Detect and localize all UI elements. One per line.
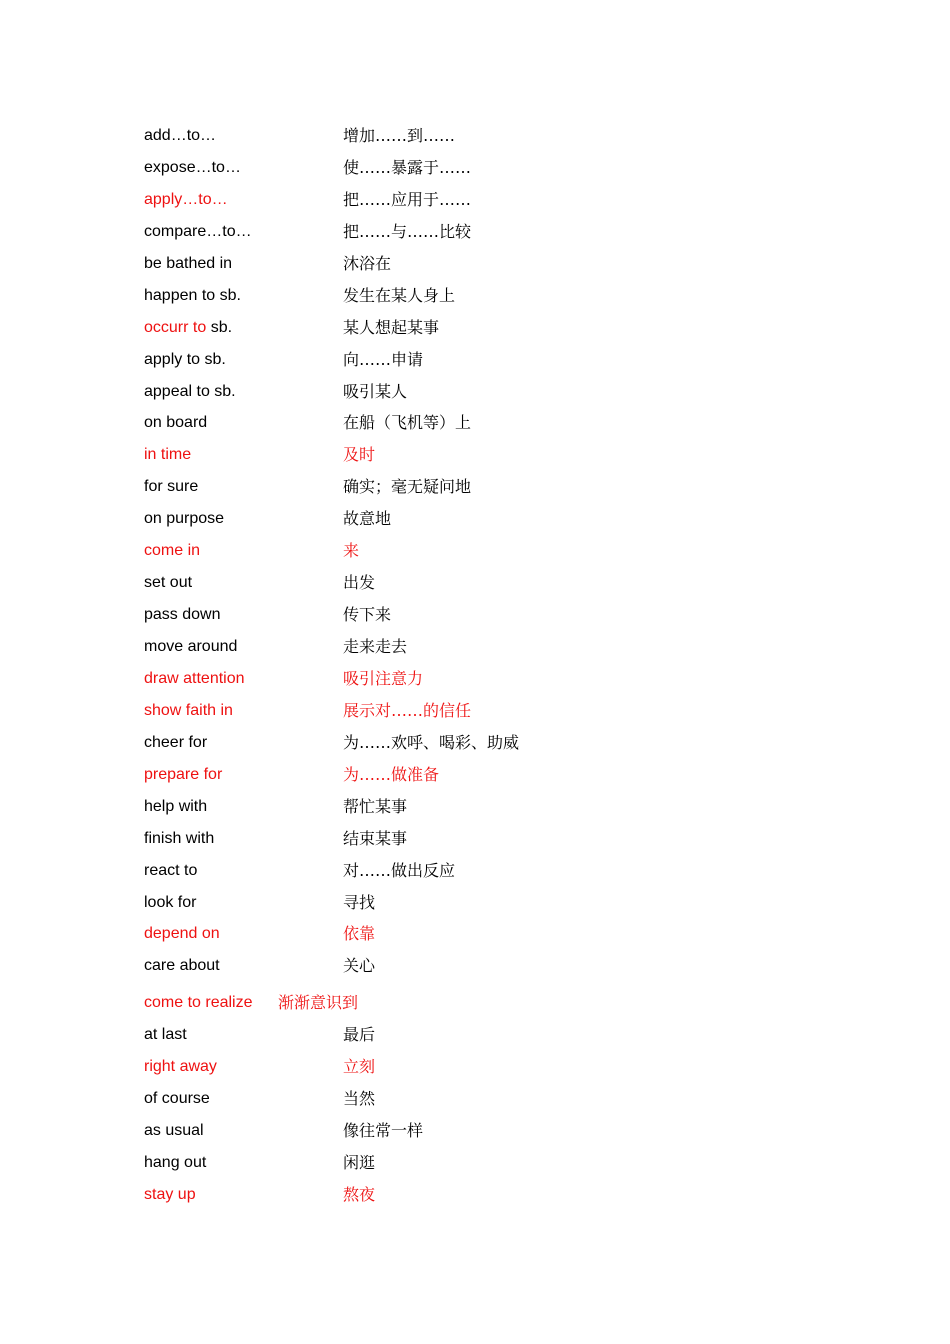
chinese-meaning: 增加……到…… [343,126,456,145]
phrase-row [144,344,844,376]
phrase-row [144,855,844,887]
english-phrase-part: care about [144,957,220,975]
chinese-meaning: 立刻 [343,1057,376,1077]
english-phrase-part: hang out [144,1154,207,1171]
chinese-meaning: 及时 [343,445,376,465]
phrase-row [144,823,844,855]
chinese-meaning: 展示对……的信任 [343,700,472,720]
phrase-row [144,1083,844,1115]
phrase-row [144,567,844,599]
english-phrase [144,184,228,216]
english-phrase [144,791,207,823]
english-phrase [144,663,245,695]
english-phrase [144,535,200,567]
english-phrase-part: move around [144,638,238,655]
english-phrase-part: finish with [144,829,215,847]
phrase-row [144,407,844,439]
phrase-row [144,120,844,152]
english-phrase [144,280,241,312]
english-phrase [144,407,207,439]
phrase-row [144,599,844,631]
english-phrase [144,887,196,919]
chinese-meaning: 闲逛 [343,1153,376,1172]
english-phrase-part: add…to… [144,127,217,144]
chinese-meaning: 出发 [343,573,376,593]
phrase-row [144,631,844,663]
english-phrase [144,1083,210,1115]
phrase-row [144,759,844,791]
phrase-row [144,503,844,535]
english-phrase-part: occurr to [144,318,207,336]
chinese-meaning: 依靠 [343,924,376,944]
english-phrase [144,631,237,663]
english-phrase-part: appeal to sb. [144,382,236,400]
english-phrase [144,918,220,950]
english-phrase [144,344,226,376]
english-phrase-part: as usual [144,1122,204,1140]
english-phrase-part: react to [144,861,198,879]
phrase-row [144,791,844,823]
english-phrase-part: compare…to… [144,222,252,240]
chinese-meaning: 最后 [343,1025,376,1045]
english-phrase [144,567,192,599]
phrase-row [144,987,844,1019]
english-phrase [144,312,232,344]
english-phrase [144,1115,204,1147]
english-phrase [144,759,222,791]
chinese-meaning: 把……应用于…… [343,189,472,209]
chinese-meaning: 发生在某人身上 [343,285,456,305]
chinese-meaning: 帮忙某事 [343,796,408,816]
chinese-meaning: 当然 [343,1089,376,1109]
english-phrase-part: set out [144,574,193,592]
english-phrase [144,216,252,248]
phrase-row [144,950,844,982]
english-phrase-part: depend on [144,925,220,943]
chinese-meaning: 为……欢呼、喝彩、助威 [343,732,520,752]
english-phrase [144,439,191,471]
phrase-row [144,216,844,248]
english-phrase-part: happen to sb. [144,286,241,304]
chinese-meaning: 吸引注意力 [343,668,424,688]
phrase-row [144,695,844,727]
english-phrase [144,1019,187,1051]
phrase-row [144,248,844,280]
english-phrase-part: cheer for [144,733,208,751]
english-phrase [144,950,220,982]
chinese-meaning: 故意地 [343,509,392,529]
english-phrase-part: come to realize [144,994,253,1012]
english-phrase [144,376,236,408]
english-phrase-part: show faith in [144,701,233,719]
english-phrase-part: prepare for [144,765,223,783]
english-phrase [144,248,232,280]
english-phrase-part: sb. [206,318,233,336]
english-phrase-part: in time [144,446,192,464]
phrase-row [144,471,844,503]
english-phrase [144,727,207,759]
chinese-meaning: 为……做准备 [343,764,440,784]
chinese-meaning: 某人想起某事 [343,317,440,337]
phrase-row [144,663,844,695]
english-phrase [144,823,214,855]
english-phrase-part: right away [144,1058,217,1076]
english-phrase-part: on board [144,414,208,432]
phrase-row [144,1019,844,1051]
phrase-row [144,152,844,184]
phrase-row [144,439,844,471]
chinese-meaning: 渐渐意识到 [278,993,359,1013]
chinese-meaning: 走来走去 [343,637,408,656]
phrase-row [144,1179,844,1211]
english-phrase-part: apply…to… [144,190,228,208]
phrase-row [144,280,844,312]
chinese-meaning: 寻找 [343,892,376,912]
phrase-row [144,312,844,344]
chinese-meaning: 像往常一样 [343,1121,424,1141]
phrase-row [144,1115,844,1147]
phrase-row [144,184,844,216]
chinese-meaning: 对……做出反应 [343,860,456,880]
chinese-meaning: 把……与……比较 [343,221,472,241]
english-phrase [144,695,233,727]
english-phrase-part: on purpose [144,510,225,528]
english-phrase [144,471,198,503]
phrase-row [144,1051,844,1083]
english-phrase [144,120,216,152]
phrase-list [144,120,844,1211]
english-phrase-part: draw attention [144,669,245,687]
phrase-row [144,376,844,408]
english-phrase-part: of course [144,1090,210,1108]
english-phrase-part: come in [144,542,201,560]
english-phrase [144,1051,217,1083]
chinese-meaning: 结束某事 [343,828,408,848]
english-phrase-part: stay up [144,1185,196,1203]
english-phrase-part: help with [144,797,208,815]
english-phrase-part: expose…to… [144,158,241,176]
english-phrase-part: look for [144,893,197,911]
chinese-meaning: 确实；毫无疑问地 [343,477,472,497]
phrase-row [144,887,844,919]
english-phrase-part: be bathed in [144,254,233,272]
english-phrase [144,1179,196,1211]
english-phrase [144,599,221,631]
chinese-meaning: 沐浴在 [343,253,392,273]
english-phrase [144,987,253,1019]
chinese-meaning: 吸引某人 [343,381,408,401]
chinese-meaning: 传下来 [343,605,392,625]
english-phrase-part: pass down [144,606,221,624]
english-phrase [144,503,224,535]
phrase-row [144,727,844,759]
phrase-row [144,1147,844,1179]
phrase-row [144,918,844,950]
chinese-meaning: 来 [343,541,360,561]
english-phrase [144,1147,206,1179]
english-phrase [144,152,241,184]
chinese-meaning: 关心 [343,956,376,976]
english-phrase-part: apply to sb. [144,350,226,368]
phrase-row [144,535,844,567]
chinese-meaning: 使……暴露于…… [343,157,472,177]
chinese-meaning: 向……申请 [343,349,424,369]
chinese-meaning: 在船（飞机等）上 [343,413,472,433]
chinese-meaning: 熬夜 [343,1184,376,1204]
english-phrase [144,855,197,887]
english-phrase-part: for sure [144,478,199,496]
english-phrase-part: at last [144,1026,187,1044]
